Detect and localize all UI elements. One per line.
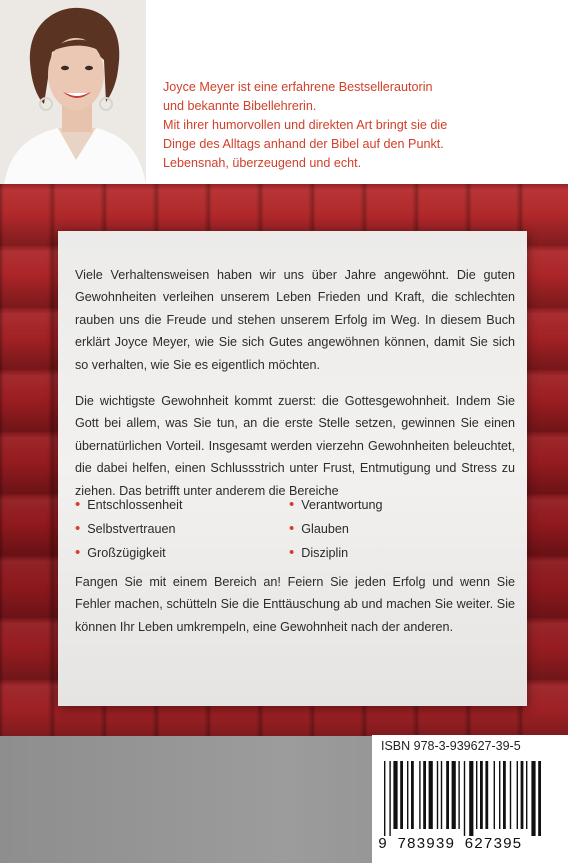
- barcode-bar: [494, 761, 495, 829]
- author-photo: [0, 0, 146, 184]
- barcode-bar: [510, 761, 511, 829]
- author-portrait-icon: [0, 0, 146, 184]
- bullet-item: • Disziplin: [289, 544, 349, 561]
- barcode-bar: [499, 761, 500, 829]
- barcode-bar: [389, 761, 390, 836]
- barcode-bar: [517, 761, 518, 829]
- barcode-bar: [384, 761, 385, 836]
- author-bio-line: Mit ihrer humorvollen und direkten Art bringt sie die: [163, 118, 448, 132]
- barcode-bar: [407, 761, 408, 829]
- bullet-item: • Glauben: [289, 520, 349, 537]
- barcode-bar: [538, 761, 541, 836]
- bullet-dot-icon: •: [75, 544, 81, 561]
- barcode-bar: [446, 761, 449, 829]
- barcode-bar: [393, 761, 397, 829]
- barcode-bar: [441, 761, 442, 829]
- barcode-bar: [476, 761, 477, 829]
- bullet-item: • Entschlossenheit: [75, 496, 183, 513]
- bullet-item: • Verantwortung: [289, 496, 383, 513]
- barcode-bar: [531, 761, 535, 836]
- author-bio-line: Dinge des Alltags anhand der Bibel auf den Punkt.: [163, 137, 444, 151]
- barcode-bar: [411, 761, 414, 829]
- barcode-bar: [423, 761, 426, 829]
- barcode-bar: [458, 761, 459, 829]
- author-bio-line: Lebensnah, überzeugend und echt.: [163, 156, 362, 170]
- isbn-label: ISBN 978-3-939627-39-5: [381, 739, 521, 753]
- barcode-digits: 9 783939 627395: [378, 836, 523, 853]
- barcode-bar: [485, 761, 488, 829]
- barcode-bar: [526, 761, 527, 829]
- bullet-item: • Großzügigkeit: [75, 544, 166, 561]
- barcode-bar: [503, 761, 506, 829]
- barcode-bar: [464, 761, 465, 836]
- barcode-bar: [419, 761, 420, 829]
- bullet-dot-icon: •: [75, 520, 81, 537]
- bullet-list: [75, 494, 515, 564]
- author-bio-line: Joyce Meyer ist eine erfahrene Bestsellerautorin: [163, 80, 433, 94]
- bullet-item: • Selbstvertrauen: [75, 520, 176, 537]
- description-panel: [58, 231, 527, 706]
- barcode-bar: [429, 761, 433, 829]
- barcode-box: [372, 735, 568, 863]
- description-paragraph-3: Fangen Sie mit einem Bereich an! Feiern Sie jeden Erfolg und wenn Sie Fehler machen, schütteln Sie die Enttäuschung ab und machen Sie weiter. Sie können Ihr Leben umkrempeln, eine Gewohnheit nach der anderen.: [75, 575, 515, 634]
- description-paragraph-3-wrap: [75, 571, 515, 638]
- bullet-dot-icon: •: [75, 496, 81, 513]
- barcode-bar: [480, 761, 483, 829]
- barcode-bar: [437, 761, 438, 829]
- description-text: [75, 264, 515, 502]
- author-bio-line: und bekannte Bibellehrerin.: [163, 99, 317, 113]
- bullet-dot-icon: •: [289, 520, 295, 537]
- barcode-bar: [521, 761, 524, 829]
- bullet-dot-icon: •: [289, 496, 295, 513]
- barcode-bar: [400, 761, 403, 829]
- barcode-bar: [452, 761, 456, 829]
- author-bio: [163, 78, 558, 173]
- bullet-dot-icon: •: [289, 544, 295, 561]
- barcode-bar: [469, 761, 473, 836]
- description-paragraph-1: Viele Verhaltensweisen haben wir uns über Jahre angewöhnt. Die guten Gewohnheiten verleihen unserem Leben Frieden und Kraft, die schlechten rauben uns die Freude und stehen unserem Erfolg im Weg. In diesem Buch erklärt Joyce Meyer, wie Sie sich Gutes angewöhnen können, damit Sie sich so verhalten, wie Sie es eigentlich möchten.: [75, 268, 515, 372]
- description-paragraph-2: Die wichtigste Gewohnheit kommt zuerst: die Gottesgewohnheit. Indem Sie Gott bei allem, was Sie tun, an die erste Stelle setzen, gewinnen Sie einen übernatürlichen Vorteil. Insgesamt werden vierzehn Gewohnheiten beleuchtet, die dabei helfen, einen Schlussstrich unter Frust, Entmutigung und Stress zu ziehen. Das betrifft unter anderem die Bereiche: [75, 394, 515, 498]
- barcode-icon: [380, 761, 560, 836]
